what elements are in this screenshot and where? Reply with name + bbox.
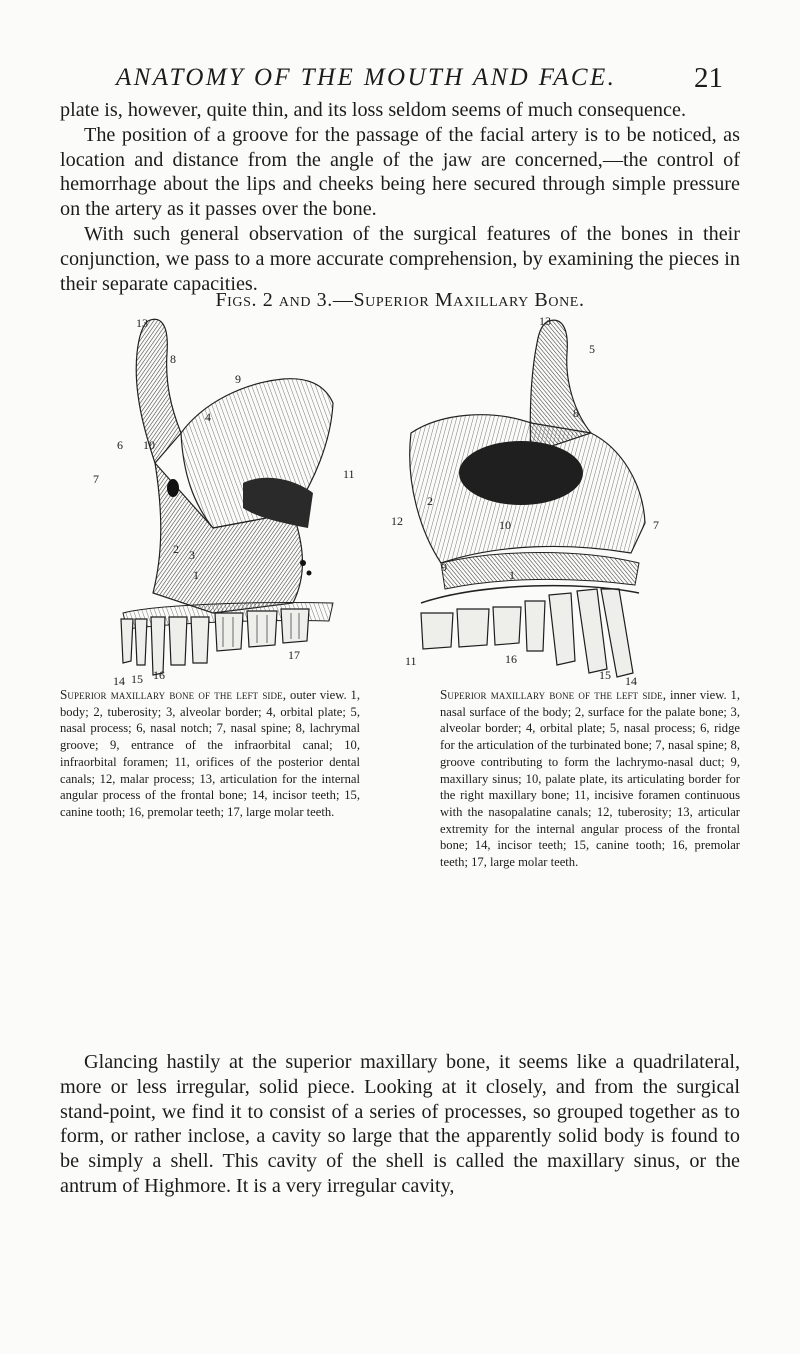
label-5: 5 [589,342,595,356]
label-10: 10 [499,518,511,532]
caption-left-heading: Superior maxillary bone of the left side, [60,687,287,702]
label-15: 15 [599,668,611,682]
label-7: 7 [653,518,659,532]
closing-text [60,1050,740,1199]
label-16: 16 [505,652,517,666]
label-1: 1 [193,568,199,582]
intro-text [60,98,740,296]
label-8: 8 [170,352,176,366]
paragraph-2: The position of a groove for the passage of the facial artery is to be noticed, as location and distance from the angle of the jaw are concerned,—the control of hemorrhage about the lips and cheeks being here secured through simple pressure on the artery as it passes over the bone. [60,123,740,221]
label-6: 6 [117,438,123,452]
label-13: 13 [539,314,551,328]
label-16: 16 [153,668,165,682]
label-13: 13 [136,316,148,330]
label-1: 1 [509,568,515,582]
label-10: 10 [143,438,155,452]
figure-heading [0,289,800,312]
label-8: 8 [573,406,579,420]
paragraph-4: Glancing hastily at the superior maxillary bone, it seems like a quadrilateral, more or less irregular, solid piece. Looking at it closely, and from the surgical stand-point, we find it to consist of a series of processes, so grouped together as to form, or rather inclose, a cavity so large that the apparently solid body is found to be simply a shell. This cavity of the shell is called the maxillary sinus, or the antrum of Highmore. It is a very irregular cavity, [60,1051,740,1197]
label-14: 14 [625,674,637,688]
label-15: 15 [131,672,143,686]
figure-outer-view [93,313,361,689]
label-17: 17 [288,648,300,662]
caption-left-text: outer view. 1, body; 2, tuberosity; 3, alveolar border; 4, orbital plate; 5, nasal process; 6, nasal notch; 7, nasal spine; 8, lachrymal groove; 9, entrance of the infraorbital canal; 10, infraorbital foramen; 11, orifices of the posterior dental canals; 12, malar process; 13, articulation for the internal angular process of the frontal bone; 14, incisor teeth; 15, canine tooth; 16, premolar teeth; 17, large molar teeth. [60,688,361,819]
paragraph-3: With such general observation of the surgical features of the bones in their conjunction, we pass to a more accurate comprehension, by examining the pieces in their separate capacities. [60,222,740,295]
label-2: 2 [427,494,433,508]
label-4: 4 [205,410,211,424]
caption-right-text: inner view. 1, nasal surface of the body; 2, surface for the palate bone; 3, alveolar border; 4, orbital plate; 5, nasal process; 6, ridge for the articulation of the turbinated bone; 7, nasal spine; 8, groove contributing to form the lachrymo-nasal duct; 9, maxillary sinus; 10, palate plate, its articulating border for the right maxillary bone; 11, incisive foramen continuous with the nasopalatine canals; 12, tuberosity; 13, articular extremity for the internal angular process of the frontal bone; 14, incisor teeth; 15, canine tooth; 16, premolar teeth; 17, large molar teeth. [440,688,741,870]
label-3: 3 [189,548,195,562]
caption-outer-view [60,687,360,821]
label-14: 14 [113,674,125,688]
figure-heading-title: Superior Maxillary Bone. [353,289,585,311]
label-9: 9 [441,560,447,574]
page-number: 21 [694,62,723,94]
figure-inner-view [381,313,671,689]
paragraph-1: plate is, however, quite thin, and its loss seldom seems of much consequence. [60,99,686,121]
running-title: ANATOMY OF THE MOUTH AND FACE. [116,64,617,91]
label-2: 2 [173,542,179,556]
outer-view-illustration [93,313,361,689]
caption-right-heading: Superior maxillary bone of the left side, [440,687,667,702]
figure-heading-prefix: Figs. 2 and 3.— [215,289,354,311]
label-12: 12 [391,514,403,528]
label-9: 9 [235,372,241,386]
label-11: 11 [405,654,417,668]
inner-view-illustration [381,313,671,689]
caption-inner-view [440,687,740,871]
label-11: 11 [343,467,355,481]
label-7: 7 [93,472,99,486]
